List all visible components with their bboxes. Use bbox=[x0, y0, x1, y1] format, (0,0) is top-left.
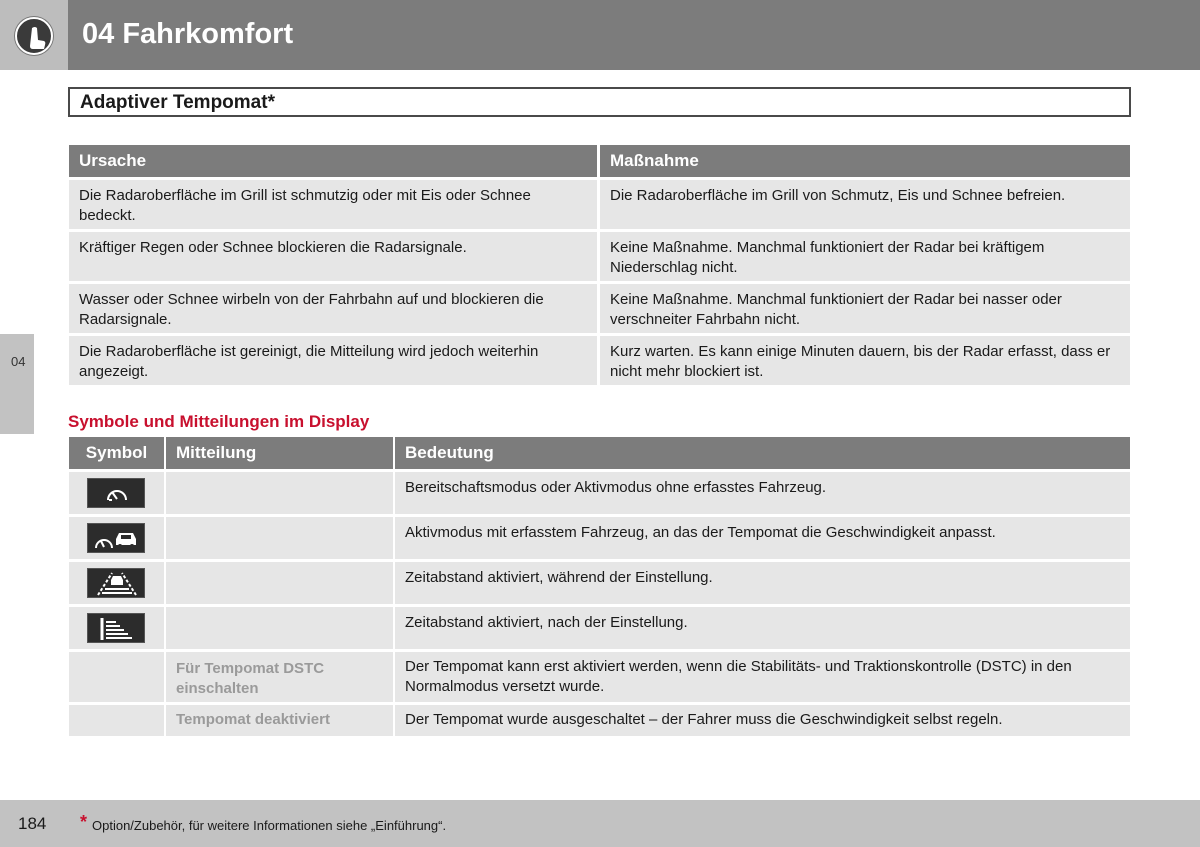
meaning-cell: Zeitabstand aktiviert, nach der Einstellung. bbox=[395, 607, 1130, 649]
action-cell: Die Radaroberfläche im Grill von Schmutz, Eis und Schnee befreien. bbox=[600, 180, 1130, 229]
chapter-title: 04 Fahrkomfort bbox=[82, 18, 294, 50]
seat-icon bbox=[15, 17, 53, 55]
symbols-heading: Symbole und Mitteilungen im Display bbox=[68, 412, 370, 431]
header-meaning: Bedeutung bbox=[395, 437, 1130, 469]
speedometer-icon bbox=[87, 478, 145, 508]
message-cell bbox=[166, 517, 393, 559]
meaning-cell: Der Tempomat wurde ausgeschaltet – der Fahrer muss die Geschwindigkeit selbst regeln. bbox=[395, 705, 1130, 736]
footnote-text: Option/Zubehör, für weitere Informationen siehe „Einführung“. bbox=[92, 818, 447, 833]
time-gap-icon bbox=[87, 613, 145, 643]
symbol-cell bbox=[69, 705, 164, 736]
symbol-cell bbox=[69, 652, 164, 702]
action-cell: Kurz warten. Es kann einige Minuten dauern, bis der Radar erfasst, dass er nicht mehr blockiert ist. bbox=[600, 336, 1130, 385]
cause-cell: Die Radaroberfläche im Grill ist schmutzig oder mit Eis oder Schnee bedeckt. bbox=[69, 180, 597, 229]
message-cell: Tempomat deaktiviert bbox=[166, 705, 393, 736]
time-gap-setting-icon bbox=[87, 568, 145, 598]
side-tab-label: 04 bbox=[11, 354, 26, 369]
message-cell bbox=[166, 607, 393, 649]
meaning-cell: Aktivmodus mit erfasstem Fahrzeug, an das der Tempomat die Geschwindigkeit anpasst. bbox=[395, 517, 1130, 559]
meaning-cell: Zeitabstand aktiviert, während der Einstellung. bbox=[395, 562, 1130, 604]
message-cell bbox=[166, 562, 393, 604]
header-cause: Ursache bbox=[69, 145, 597, 177]
cause-cell: Die Radaroberfläche ist gereinigt, die Mitteilung wird jedoch weiterhin angezeigt. bbox=[69, 336, 597, 385]
speedometer-car-icon bbox=[87, 523, 145, 553]
footnote-star: * bbox=[80, 812, 88, 832]
message-cell bbox=[166, 472, 393, 514]
action-cell: Keine Maßnahme. Manchmal funktioniert der Radar bei nasser oder verschneiter Fahrbahn nicht. bbox=[600, 284, 1130, 333]
section-title: Adaptiver Tempomat* bbox=[80, 92, 275, 113]
cause-cell: Kräftiger Regen oder Schnee blockieren die Radarsignale. bbox=[69, 232, 597, 281]
header-message: Mitteilung bbox=[166, 437, 393, 469]
header-action: Maßnahme bbox=[600, 145, 1130, 177]
side-tab bbox=[0, 334, 34, 434]
action-cell: Keine Maßnahme. Manchmal funktioniert der Radar bei kräftigem Niederschlag nicht. bbox=[600, 232, 1130, 281]
meaning-cell: Der Tempomat kann erst aktiviert werden, wenn die Stabilitäts- und Traktionskontrolle (DSTC) in den Normalmodus versetzt wurde. bbox=[395, 652, 1130, 702]
page-number: 184 bbox=[18, 814, 47, 833]
meaning-cell: Bereitschaftsmodus oder Aktivmodus ohne erfasstes Fahrzeug. bbox=[395, 472, 1130, 514]
message-cell: Für Tempomat DSTC einschalten bbox=[166, 652, 393, 702]
cause-cell: Wasser oder Schnee wirbeln von der Fahrbahn auf und blockieren die Radarsignale. bbox=[69, 284, 597, 333]
header-symbol: Symbol bbox=[69, 437, 164, 469]
